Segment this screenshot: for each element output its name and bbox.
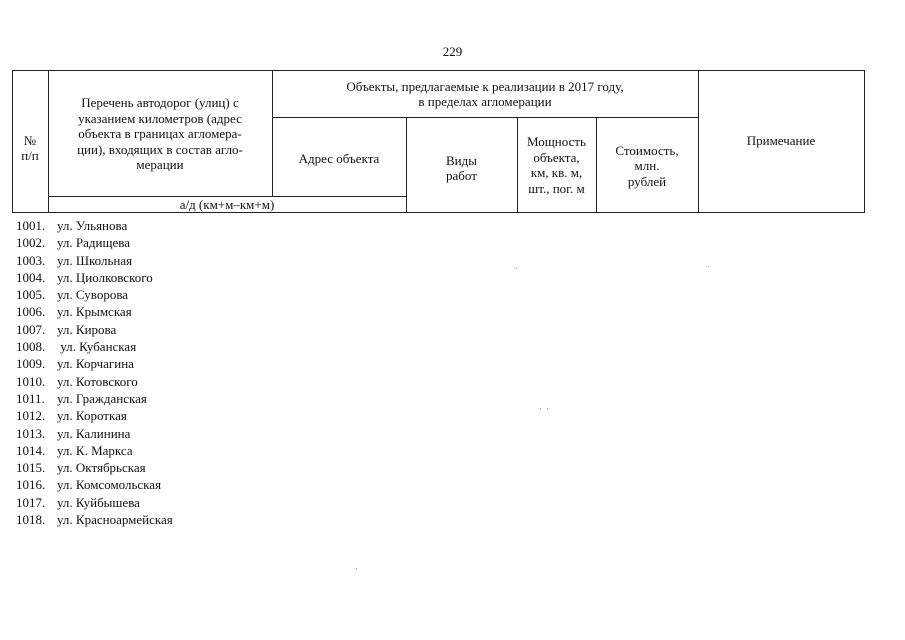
street-name: ул. Котовского — [57, 373, 138, 389]
street-name: ул. Октябрьская — [57, 460, 146, 476]
list-item — [16, 425, 173, 442]
street-name: ул. Циолковского — [57, 269, 153, 285]
header-objects-group: Объекты, предлагаемые к реализации в 2017 году, в пределах агломерации — [346, 78, 624, 109]
list-item — [16, 442, 173, 459]
street-name: ул. Комсомольская — [57, 477, 162, 493]
row-number: 1016. — [16, 477, 46, 493]
list-item — [16, 321, 173, 338]
scan-speck — [547, 408, 548, 409]
list-item — [16, 459, 173, 476]
row-number: 1011. — [16, 390, 45, 406]
street-name: ул. Крымская — [57, 304, 132, 320]
header-capacity: Мощность объекта, км, кв. м, шт., пог. м — [527, 134, 586, 196]
street-name: ул. Радищева — [57, 235, 131, 251]
scan-speck — [516, 268, 517, 269]
header-number: № п/п — [21, 132, 39, 163]
row-number: 1008. — [16, 339, 46, 355]
street-name: ул. Красноармейская — [57, 512, 173, 528]
street-name: ул. Короткая — [57, 408, 127, 424]
street-name: ул. К. Маркса — [57, 442, 133, 458]
header-cost: Стоимость, млн. рублей — [615, 142, 679, 189]
list-item — [16, 338, 173, 355]
row-number: 1018. — [16, 512, 46, 528]
list-item — [16, 286, 173, 303]
row-number: 1001. — [16, 218, 46, 233]
street-name: ул. Суворова — [57, 287, 129, 303]
row-number: 1007. — [16, 321, 46, 337]
row-number: 1014. — [16, 442, 46, 458]
header-road-sublabel: а/д (км+м–км+м) — [179, 197, 275, 213]
street-name: ул. Калинина — [57, 425, 131, 441]
list-item — [16, 217, 173, 234]
scan-speck — [540, 408, 541, 409]
street-name: ул. Ульянова — [57, 218, 128, 233]
street-name: ул. Гражданская — [57, 390, 147, 406]
street-name: ул. Кирова — [57, 321, 117, 337]
list-item — [16, 407, 173, 424]
row-number: 1012. — [16, 408, 46, 424]
header-top-border — [12, 70, 865, 71]
street-name: ул. Кубанская — [57, 339, 137, 355]
objects-group-divider — [272, 117, 698, 118]
scan-speck — [356, 568, 357, 569]
page-number: 229 — [442, 44, 463, 59]
list-item — [16, 269, 173, 286]
header-work-types: Виды работ — [446, 152, 477, 183]
row-number: 1017. — [16, 494, 46, 510]
row-number: 1015. — [16, 460, 46, 476]
row-number: 1006. — [16, 304, 46, 320]
header-note: Примечание — [746, 133, 816, 149]
list-item — [16, 303, 173, 320]
list-item — [16, 252, 173, 269]
row-number: 1005. — [16, 287, 46, 303]
header-address: Адрес объекта — [298, 151, 380, 167]
row-number: 1004. — [16, 269, 46, 285]
street-name: ул. Корчагина — [57, 356, 134, 372]
header-roads-list: Перечень автодорог (улиц) с указанием километров (адрес объекта в границах агломера- ции), входящих в состав агло- мерации — [77, 95, 243, 173]
row-number: 1002. — [16, 235, 46, 251]
list-item — [16, 355, 173, 372]
list-item — [16, 511, 173, 528]
row-number: 1010. — [16, 373, 46, 389]
row-number: 1013. — [16, 425, 46, 441]
list-item — [16, 390, 173, 407]
list-item — [16, 234, 173, 251]
row-number: 1009. — [16, 356, 46, 372]
street-name: ул. Школьная — [57, 252, 133, 268]
list-item — [16, 476, 173, 493]
list-item — [16, 373, 173, 390]
header-right-border — [864, 70, 865, 213]
list-item — [16, 494, 173, 511]
row-number: 1003. — [16, 252, 46, 268]
scan-speck — [708, 266, 709, 267]
street-list — [16, 217, 173, 528]
street-name: ул. Куйбышева — [57, 494, 140, 510]
